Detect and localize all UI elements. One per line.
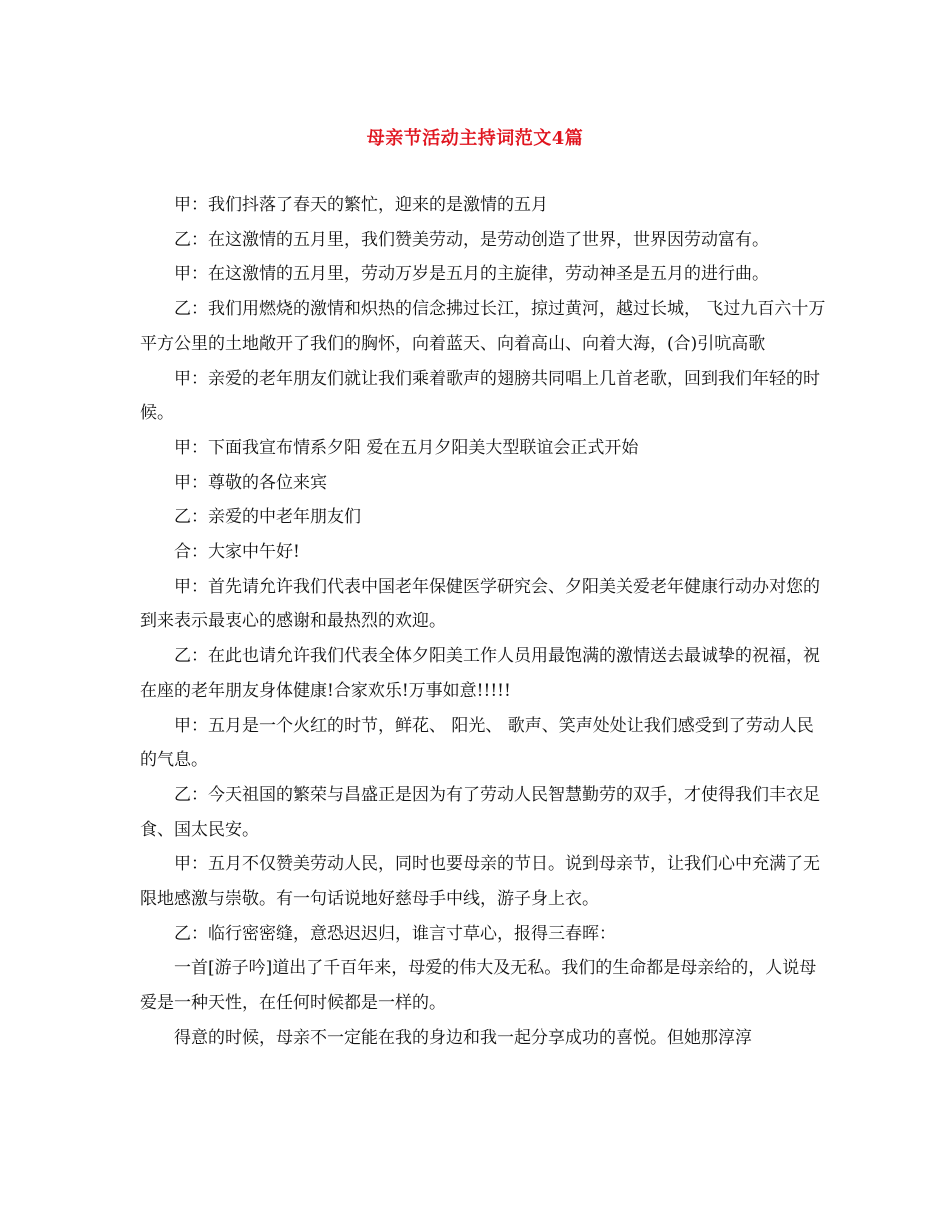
- paragraph: 一首[游子吟]道出了千百年来，母爱的伟大及无私。我们的生命都是母亲给的，人说母爱是一种天性，在任何时候都是一样的。: [140, 958, 817, 1014]
- paragraph: 甲：首先请允许我们代表中国老年保健医学研究会、夕阳美关爱老年健康行动办对您的到来表示最衷心的感谢和最热烈的欢迎。: [140, 576, 820, 632]
- paragraph: 甲：五月是一个火红的时节，鲜花、 阳光、 歌声、笑声处处让我们感受到了劳动人民的气息。: [140, 715, 814, 771]
- paragraph: 甲：五月不仅赞美劳动人民，同时也要母亲的节日。说到母亲节，让我们心中充满了无限地感激与崇敬。有一句话说地好慈母手中线，游子身上衣。: [140, 854, 820, 910]
- paragraph: 甲：尊敬的各位来宾: [174, 472, 327, 493]
- paragraph: 甲：下面我宣布情系夕阳 爱在五月夕阳美大型联谊会正式开始: [174, 437, 639, 458]
- paragraph: 甲：在这激情的五月里，劳动万岁是五月的主旋律，劳动神圣是五月的进行曲。: [174, 264, 769, 285]
- paragraph: 乙：在这激情的五月里，我们赞美劳动，是劳动创造了世界，世界因劳动富有。: [174, 229, 769, 250]
- paragraph: 乙：在此也请允许我们代表全体夕阳美工作人员用最饱满的激情送去最诚挚的祝福，祝在座的老年朋友身体健康!合家欢乐!万事如意!!!!!: [140, 646, 820, 701]
- paragraph: 乙：亲爱的中老年朋友们: [174, 507, 361, 528]
- paragraph: 甲：我们抖落了春天的繁忙，迎来的是激情的五月: [174, 195, 548, 215]
- paragraph: 乙：我们用燃烧的激情和炽热的信念拂过长江，掠过黄河，越过长城， 飞过九百六十万平方公里的土地敞开了我们的胸怀，向着蓝天、向着高山、向着大海，(合)引吭高歌: [140, 299, 826, 354]
- paragraph: 合：大家中午好!: [174, 542, 300, 563]
- paragraph: 甲：亲爱的老年朋友们就让我们乘着歌声的翅膀共同唱上几首老歌，回到我们年轻的时候。: [140, 368, 820, 424]
- paragraph: 乙：今天祖国的繁荣与昌盛正是因为有了劳动人民智慧勤劳的双手，才使得我们丰衣足食、国太民安。: [140, 784, 820, 840]
- document-body: [140, 188, 830, 1056]
- paragraph: 得意的时候，母亲不一定能在我的身边和我一起分享成功的喜悦。但她那淳淳: [174, 1027, 752, 1048]
- document-title: 母亲节活动主持词范文4篇: [366, 128, 584, 149]
- paragraph: 乙：临行密密缝，意恐迟迟归，谁言寸草心，报得三春晖：: [174, 923, 616, 944]
